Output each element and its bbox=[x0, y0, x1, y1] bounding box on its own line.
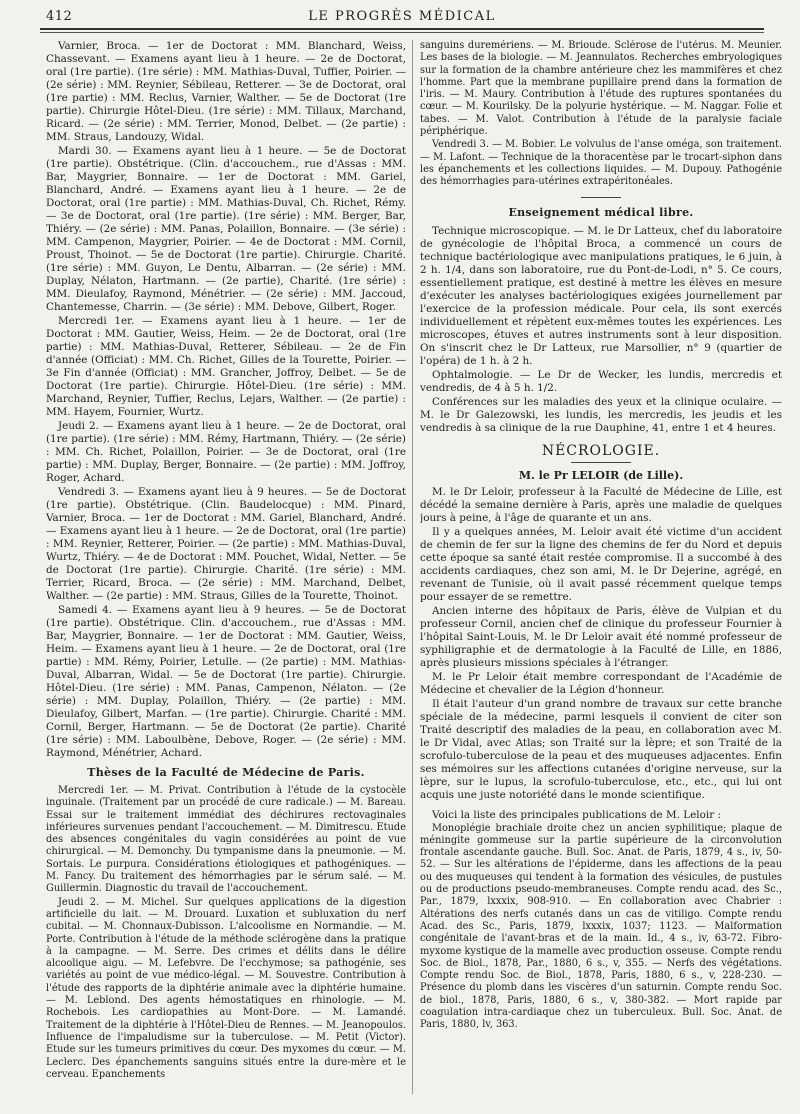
necrologie-paragraph: Il était l'auteur d'un grand nombre de travaux sur cette branche spéciale de la médecine, parmi lesquels il convient de citer son Traité descriptif des maladies de la peau, en collaboration avec M. le Dr Vidal, avec Atlas; son Traité sur la lèpre; et son Traité de la scrofulo-tuberculose de la peau et des muqueuses adjacentes. Enfin ses mémoires sur les affections cutanées d'origine nerveuse, sur la lèpre, sur le lupus, la scrofulo-tuberculose, etc., etc., qui lui ont acquis une juste notoriété dans le monde scientifique. bbox=[420, 697, 782, 801]
enseignement-paragraph: Technique microscopique. — M. le Dr Latteux, chef du laboratoire de gynécologie de l'hôpital Broca, a commencé un cours de technique bactériologique avec manipulations pratiques, le 6 juin, à 2 h. 1/4, dans son laboratoire, rue du Pont-de-Lodi, n° 5. Ce cours, essentiellement pratique, est destiné à mettre les élèves en mesure d'exécuter les analyses bactériologiques exigées journellement par l'exercice de la profession médicale. Pour cela, ils sont exercés individuellement et répètent eux-mêmes toutes les expériences. Les microscopes, étuves et autres instruments sont à leur disposition. On s'inscrit chez le Dr Latteux, rue Marsollier, n° 9 (quartier de l'opéra) de 1 h. à 2 h. bbox=[420, 224, 782, 367]
exam-schedule-paragraph: Mercredi 1er. — Examens ayant lieu à 1 heure. — 1er de Doctorat : MM. Gautier, Weiss, Heim. — 2e de Doctorat, oral (1re partie) : MM. Mathias-Duval, Retterer, Sébileau. — 2e de Fin d'année (Officiat) : MM. Ch. Richet, Gilles de la Tourette, Poirier. — 3e Fin d'année (Officiat) : MM. Grancher, Joffroy, Delbet. — 5e de Doctorat (1re partie). Chirurgie. Hôtel-Dieu. (1re série) : MM. Marchand, Reynier, Tuffier, Reclus, Lejars, Walther. — (2e partie) : MM. Hayem, Fournier, Wurtz. bbox=[46, 315, 406, 418]
theses-list bbox=[46, 785, 406, 1081]
right-column bbox=[420, 40, 782, 1106]
theses-paragraph: Mercredi 1er. — M. Privat. Contribution à l'étude de la cystocèle inguinale. (Traitement par un procédé de cure radicale.) — M. Bareau. Essai sur le traitement immédiat des déchirures rectovaginales inférieures survenues pendant l'accouchement. — M. Dimitrescu. Etude des absences congénitales du vagin considérées au point de vue chirurgical. — M. Demonchy. Du tympanisme dans la pneumonie. — M. Sortais. Le purpura. Considérations étiologiques et pathogéniques. — M. Fancy. Du traitement des hémorrhagies par le sérum salé. — M. Guillermin. Diagnostic du travail de l'accouchement. bbox=[46, 785, 406, 895]
header-rule-thick bbox=[40, 28, 764, 30]
theses-vendredi-paragraph: Vendredi 3. — M. Bobier. Le volvulus de l'anse oméga, son traitement. — M. Lafont. — Technique de la thoracentèse par le trocart-siphon dans les épanchements et les collections liquides. — M. Dupouy. Pathogénie des hémorrhagies para-utérines extrapéritonéales. bbox=[420, 139, 782, 188]
journal-title: LE PROGRÈS MÉDICAL bbox=[308, 9, 496, 24]
enseignement-paragraph: Conférences sur les maladies des yeux et la clinique oculaire. — M. le Dr Galezowski, les lundis, les mercredis, les jeudis et les vendredis à sa clinique de la rue Dauphine, 41, entre 1 et 4 heures. bbox=[420, 395, 782, 434]
column-divider bbox=[412, 40, 413, 1094]
exam-schedule-paragraph: Samedi 4. — Examens ayant lieu à 9 heures. — 5e de Doctorat (1re partie). Obstétrique. Clin. d'accouchem., rue d'Assas : MM. Bar, Maygrier, Bonnaire. — 1er de Doctorat : MM. Gautier, Weiss, Heim. — Examens ayant lieu à 1 heure. — 2e de Doctorat, oral (1re partie) : MM. Rémy, Poirier, Letulle. — (2e partie) : MM. Mathias-Duval, Albarran, Widal. — 5e de Doctorat (1re partie). Chirurgie. Hôtel-Dieu. (1re série) : MM. Panas, Campenon, Nélaton. — (2e série) : MM. Duplay, Polaillon, Thiéry. — (2e partie) : MM. Dieulafoy, Gilbert, Marfan. — (1re partie). Chirurgie. Charité : MM. Cornil, Berger, Hartmann. — 5e de Doctorat (2e partie). Charité (1re série) : MM. Laboulbène, Debove, Roger. — (2e série) : MM. Raymond, Ménétrier, Achard. bbox=[46, 604, 406, 759]
theses-continuation bbox=[420, 40, 782, 189]
exam-schedule-paragraph: Jeudi 2. — Examens ayant lieu à 1 heure. — 2e de Doctorat, oral (1re partie). (1re série) : MM. Rémy, Hartmann, Thiéry. — (2e série) : MM. Ch. Richet, Polaillon, Poirier. — 3e de Doctorat, oral (1re partie) : MM. Duplay, Berger, Bonnaire. — (2e partie) : MM. Joffroy, Roger, Achard. bbox=[46, 420, 406, 484]
exam-schedule-paragraph: Vendredi 3. — Examens ayant lieu à 9 heures. — 5e de Doctorat (1re partie). Obstétrique. (Clin. Baudelocque) : MM. Pinard, Varnier, Broca. — 1er de Doctorat : MM. Gariel, Blanchard, André. — Examens ayant lieu à 1 heure. — 2e de Doctorat, oral (1re partie) : MM. Reynier, Retterer, Poirier. — (2e partie) : MM. Mathias-Duval, Wurtz, Thiéry. — 4e de Doctorat : MM. Pouchet, Widal, Netter. — 5e de Doctorat (1re partie). Chirurgie. Charité. (1re série) : MM. Terrier, Ricard, Broca. — (2e série) : MM. Marchand, Delbet, Walther. — (2e partie) : MM. Straus, Gilles de la Tourette, Thoinot. bbox=[46, 486, 406, 602]
header-rule-thin bbox=[40, 32, 764, 33]
publications-list bbox=[420, 823, 782, 1032]
page-number: 412 bbox=[46, 9, 73, 24]
necrologie-subheading: M. le Pr LELOIR (de Lille). bbox=[518, 468, 684, 482]
exam-schedule-paragraph: Mardi 30. — Examens ayant lieu à 1 heure. — 5e de Doctorat (1re partie). Obstétrique. (Clin. d'accouchem., rue d'Assas : MM. Bar, Maygrier, Bonnaire. — 1er de Doctorat : MM. Gariel, Blanchard, André. — Examens ayant lieu à 1 heure. — 2e de Doctorat, oral (1re partie) : MM. Mathias-Duval, Ch. Richet, Rémy. — 3e de Doctorat, oral (1re partie). (1re série) : MM. Berger, Bar, Thiéry. — (2e série) : MM. Panas, Polaillon, Bonnaire. — (3e série) : MM. Campenon, Maygrier, Poirier. — 4e de Doctorat : MM. Cornil, Proust, Thoinot. — 5e de Doctorat (1re partie). Chirurgie. Charité. (1re série) : MM. Guyon, Le Dentu, Albarran. — (2e série) : MM. Duplay, Nélaton, Hartmann. — (2e partie), Charité. (1re série) : MM. Dieulafoy, Raymond, Ménétrier. — (2e série) : MM. Jaccoud, Chantemesse, Charrin. — (3e série) : MM. Debove, Gilbert, Roger. bbox=[46, 145, 406, 313]
necrologie-rule bbox=[571, 462, 631, 463]
enseignement-paragraph: Ophtalmologie. — Le Dr de Wecker, les lundis, mercredis et vendredis, de 4 à 5 h. 1/2. bbox=[420, 368, 782, 394]
necrologie-paragraph: Ancien interne des hôpitaux de Paris, élève de Vulpian et du professeur Cornil, ancien chef de clinique du professeur Fournier à l'hôpital Saint-Louis, M. le Dr Leloir avait été nommé professeur de syphiligraphie et de dermatologie à la Faculté de Lille, en 1886, après plusieurs missions spéciales à l'étranger. bbox=[420, 604, 782, 669]
section-rule bbox=[581, 197, 621, 198]
necrologie-paragraph: M. le Pr Leloir était membre correspondant de l'Académie de Médecine et chevalier de la Légion d'honneur. bbox=[420, 670, 782, 696]
necrologie-paragraph: Il y a quelques années, M. Leloir avait été victime d'un accident de chemin de fer sur la ligne des chemins de fer du Nord et depuis cette époque sa santé était restée compromise. Il a succombé à des accidents cardiaques, chez son ami, M. le Dr Dejerine, agrégé, en revenant de Tunisie, où il avait passé récemment quelque temps pour essayer de se remettre. bbox=[420, 525, 782, 603]
exam-schedule-paragraph: Varnier, Broca. — 1er de Doctorat : MM. Blanchard, Weiss, Chassevant. — Examens ayant lieu à 1 heure. — 2e de Doctorat, oral (1re partie). (1re série) : MM. Mathias-Duval, Tuffier, Poirier. — (2e série) : MM. Reynier, Sébileau, Retterer. — 3e de Doctorat, oral (1re partie) : MM. Reclus, Varnier, Walther. — 5e de Doctorat (1re partie). Chirurgie Hôtel-Dieu. (1re série) : MM. Tillaux, Marchand, Ricard. — (2e série) : MM. Terrier, Monod, Delbet. — (2e partie) : MM. Straus, Landouzy, Widal. bbox=[46, 40, 406, 143]
enseignement-heading: Enseignement médical libre. bbox=[508, 205, 694, 219]
theses-heading: Thèses de la Faculté de Médecine de Paris. bbox=[87, 766, 365, 779]
necrologie-heading: NÉCROLOGIE. bbox=[541, 442, 661, 459]
theses-continuation-paragraph: sanguins duremériens. — M. Brioude. Sclérose de l'utérus. M. Meunier. Les bases de la biologie. — M. Jeannulatos. Recherches embryologiques sur la formation de la chambre antérieure chez les mammifères et chez l'homme. Part que la membrane pupillaire prend dans la formation de l'iris. — M. Maury. Contribution à l'étude des ruptures spontanées du cœur. — M. Kourilsky. De la polyurie hystérique. — M. Naggar. Folie et tabes. — M. Valot. Contribution à l'étude de la paralysie faciale périphérique. bbox=[420, 40, 782, 138]
page-header bbox=[40, 6, 764, 30]
necrologie-paragraph: M. le Dr Leloir, professeur à la Faculté de Médecine de Lille, est décédé la semaine dernière à Paris, après une maladie de quelques jours à peine, à l'âge de quarante et un ans. bbox=[420, 485, 782, 524]
left-column bbox=[46, 40, 406, 1106]
publications-paragraph: Monoplégie brachiale droite chez un ancien syphilitique; plaque de méningite gommeuse sur la partie supérieure de la circonvolution frontale ascendante gauche. Bull. Soc. Anat. de Paris, 1879, 4 s., iv, 50-52. — Sur les altérations de l'épiderme, dans les affections de la peau ou des muqueuses qui tendent à la formation des vésicules, de pustules ou de productions pseudo-membraneuses. Compte rendu acad. des Sc., Par., 1879, lxxxix, 908-910. — En collaboration avec Chabrier : Altérations des nerfs cutanés dans un cas de vitiligo. Compte rendu Acad. des Sc., Paris, 1879, lxxxix, 1037; 1123. — Malformation congénitale de l'avant-bras et de la main. Id., 4 s., iv, 63-72. Fibro-myxome kystique de la mamelle avec production osseuse. Compte rendu Soc. de Biol., 1878, Par., 1880, 6 s., v, 355. — Nerfs des végétations. Compte rendu Soc. de Biol., 1878, Paris, 1880, 6 s., v, 228-230. — Présence du plomb dans les viscères d'un saturnin. Compte rendu Soc. de biol., 1878, Paris, 1880, 6 s., v, 380-382. — Mort rapide par coagulation intra-cardiaque chez un tuberculeux. Bull. Soc. Anat. de Paris, 1880, lv, 363. bbox=[420, 822, 782, 1031]
theses-paragraph: Jeudi 2. — M. Michel. Sur quelques applications de la digestion artificielle du lait. — M. Drouard. Luxation et subluxation du nerf cubital. — M. Chonnaux-Dubisson. L'alcoolisme en Normandie. — M. Porte. Contribution à l'étude de la méthode sclérogène dans la pratique à la campagne. — M. Serre. Des crimes et délits dans le délire alcoolique aigu. — M. Lefebvre. De l'ecchymose; sa pathogénie, ses variétés au point de vue médico-légal. — M. Souvestre. Contribution à l'étude des rapports de la diphtérie animale avec la diphtérie humaine. — M. Leblond. Des agents hémostatiques en rhinologie. — M. Rochebois. Les cardiopathies au Mont-Dore. — M. Lamandé. Traitement de la diphtérie à l'Hôtel-Dieu de Rennes. — M. Jeanopoulos. Influence de l'impaludisme sur la tuberculose. — M. Petit (Victor). Etude sur les tumeurs primitives du cœur. Des myxomes du cœur. — M. Leclerc. Des épanchements sanguins situés entre la dure-mère et le cerveau. Epanchements bbox=[46, 896, 406, 1080]
publications-intro: Voici la liste des principales publications de M. Leloir : bbox=[432, 808, 721, 821]
